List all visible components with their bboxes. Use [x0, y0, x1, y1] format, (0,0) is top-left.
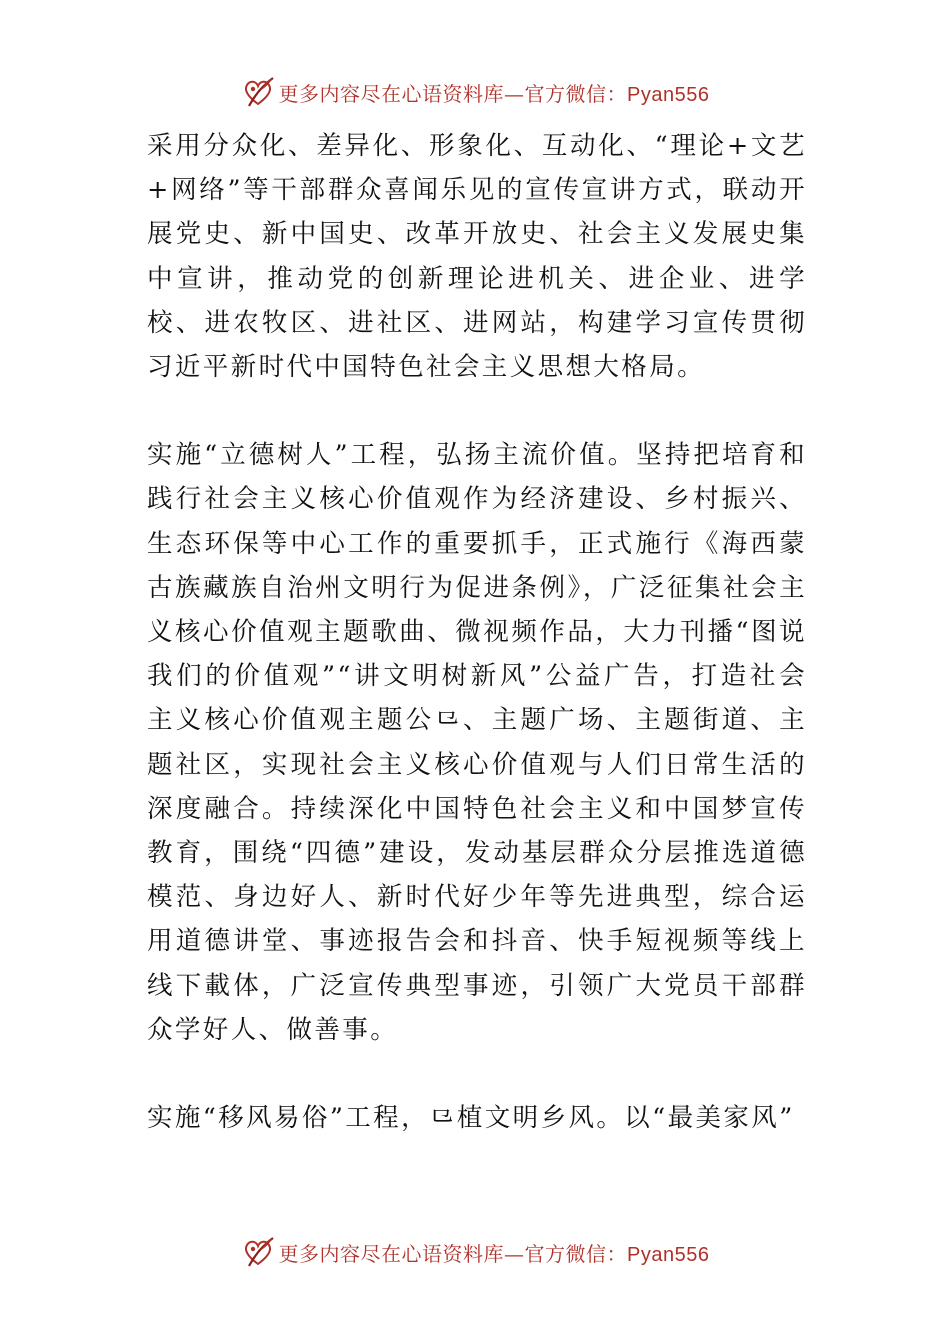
- footer-banner: [0, 1232, 950, 1272]
- quill-heart-logo-icon: [241, 75, 275, 109]
- quill-heart-logo-icon: [241, 1235, 275, 1269]
- document-body: [147, 124, 807, 1140]
- wechat-id: Pyan556: [627, 83, 710, 106]
- header-banner: [0, 72, 950, 112]
- paragraph-3: 实施“移风易俗”工程，⺋植文明乡风。以“最美家风”: [147, 1103, 795, 1134]
- wechat-id: Pyan556: [627, 1243, 710, 1266]
- paragraph-2: 实施“立德树人”工程，弘扬主流价值。坚持把培育和践行社会主义核心价值观作为经济建设、乡村振兴、生态环保等中心工作的重要抓手，正式施行《海西蒙古族藏族自治州文明行为促进条例》，广泛征集社会主义核心价值观主题歌曲、微视频作品，大力刊播“图说我们的价值观”“讲文明树新风”公益广告，打造社会主义核心价值观主题公⺋、主题广场、主题街道、主题社区，实现社会主义核心价值观与人们日常生活的深度融合。持续深化中国特色社会主义和中国梦宣传教育，围绕“四德”建设，发动基层群众分层推选道德模范、身边好人、新时代好少年等先进典型，综合运用道德讲堂、事迹报告会和抖音、快手短视频等线上线下載体，广泛宣传典型事迹，引领广大党员干部群众学好人、做善事。: [147, 440, 807, 1045]
- paragraph-1: 采用分众化、差异化、形象化、互动化、“理论+文艺+网络”等干部群众喜闻乐见的宣传宣讲方式，联动开展党史、新中国史、改革开放史、社会主义发展史集中宣讲，推动党的创新理论进机关、进企业、进学校、进农牧区、进社区、进网站，构建学习宣传贯彻习近平新时代中国特色社会主义思想大格局。: [147, 131, 807, 383]
- banner-text: 更多内容尽在心语资料库—官方微信：Pyan556: [278, 1241, 710, 1266]
- banner-text: 更多内容尽在心语资料库—官方微信：Pyan556: [278, 81, 710, 106]
